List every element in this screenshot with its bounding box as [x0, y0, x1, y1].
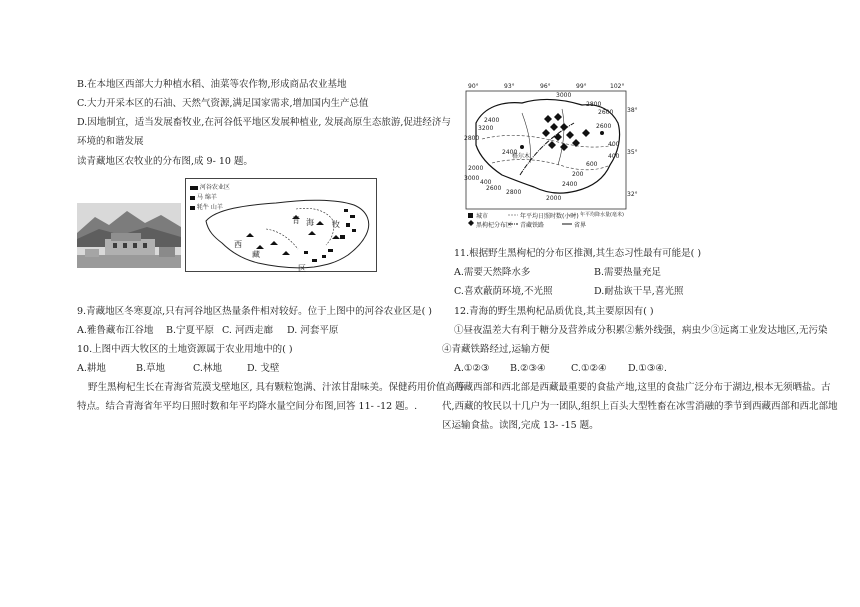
q11-option-a: A.需要天然降水多: [454, 267, 531, 278]
q8-option-b: B.在本地区西部大力种植水稻、油菜等农作物,形成商品农业基地: [77, 79, 347, 90]
map-value-11: 3000: [464, 175, 480, 182]
map-value-2: 2800: [586, 101, 602, 108]
q9-option-d: D. 河套平原: [287, 325, 339, 336]
q10-option-d: D. 戈壁: [247, 363, 280, 374]
question-9: 9.青藏地区冬寒夏凉,只有河谷地区热量条件相对较好。位于上图中的河谷农业区是( ): [77, 306, 433, 317]
map-value-10: 2000: [468, 165, 484, 172]
map-tick-102: 102°: [610, 83, 625, 90]
q12-statements-line1: ①昼夜温差大有利于糖分及营养成分积累②紫外线强，病虫少③远离工业发达地区,无污染: [454, 325, 828, 336]
q8-option-c: C.大力开采本区的石油、天然气资源,满足国家需求,增加国内生产总值: [77, 98, 369, 109]
question-12: 12.青海的野生黑枸杞品质优良,其主要原因有( ): [454, 306, 654, 317]
map-value-14: 2400: [562, 181, 578, 188]
q10-option-b: B.草地: [136, 363, 166, 374]
intro-9-10: 读青藏地区农牧业的分布图,成 9- 10 题。: [77, 156, 253, 167]
map-label-hai: 海: [306, 218, 314, 227]
map-value-1: 3000: [556, 92, 572, 99]
map-legend-precip: 年平均降水量(毫米): [580, 212, 624, 218]
q12-option-c: C.①②④: [571, 363, 607, 374]
tibet-landscape-photo: [77, 203, 181, 268]
q12-option-a: A.①②③: [454, 363, 490, 374]
map-legend-railway: 青藏铁路: [520, 222, 545, 229]
qinghai-tibet-agriculture-map: [185, 178, 377, 272]
q11-option-c: C.喜欢蔽荫环境,不光照: [454, 286, 553, 297]
question-11: 11.根据野生黑枸杞的分布区推测,其生态习性最有可能是( ): [454, 248, 702, 259]
q11-option-d: D.耐盐诙干旱,喜光照: [594, 286, 684, 297]
q12-option-b: B.②③④: [510, 363, 546, 374]
q9-option-b: B.宁夏平原: [166, 325, 215, 336]
map-label-xi: 西: [234, 240, 242, 249]
map-tick-99: 99°: [576, 83, 587, 90]
q8-option-d-line1: D.因地制宜，适当发展畜牧业,在河谷低平地区发展种植业, 发展高原生态旅游,促进经济与: [77, 117, 451, 128]
map-tick-90: 90°: [468, 83, 479, 90]
q12-option-d: D.①③④.: [628, 363, 667, 374]
map-value-13: 2800: [506, 189, 522, 196]
map-tick-93: 93°: [504, 83, 515, 90]
map-value-16: 400: [480, 179, 492, 186]
intro-13-15-line2: 代,西藏的牧民以十几户为一团队,组织上百头大型牲畜在冰雪消融的季节到西藏西部和西北部地: [442, 401, 838, 412]
map-legend-goji: 黑枸杞分布区: [476, 222, 513, 229]
map-value-8: 2800: [464, 135, 480, 142]
map-label-zang: 藏: [252, 250, 260, 259]
map-value-15: 2000: [546, 195, 562, 202]
map-legend-yak-goat: 牦牛 山羊: [190, 202, 223, 211]
map-value-12: 2600: [486, 185, 502, 192]
q11-option-b: B.需要热量充足: [594, 267, 662, 278]
q10-option-a: A.耕地: [77, 363, 106, 374]
map-legend-sunshine: 年平均日照时数(小时): [520, 213, 579, 220]
map-value-9: 2400: [502, 149, 518, 156]
map-city-golmud: 格尔木: [512, 153, 531, 160]
q8-option-d-line2: 环境的和谐发展: [77, 136, 144, 147]
q10-option-c: C.林地: [193, 363, 222, 374]
map-label-qu: 区: [298, 264, 306, 273]
map-tick-32: 32°: [627, 191, 638, 198]
map-value-3: 2600: [598, 109, 614, 116]
q12-statements-line2: ④青藏铁路经过,运输方便: [442, 344, 550, 355]
map-value-19: 400: [608, 153, 620, 160]
map-legend-agri: 河谷农业区: [190, 182, 230, 191]
qinghai-goji-map: [462, 83, 638, 231]
map-legend-horse-goat: 马 绵羊: [190, 192, 217, 201]
map-value-5: 2400: [484, 117, 500, 124]
intro-11-12-line1: 野生黑枸杞生长在青海省荒漠戈壁地区, 具有颗粒饱满、汁浓甘甜味美。保健药用价值高等: [88, 382, 465, 393]
map-label-mu: 牧: [332, 220, 340, 229]
map-label-qing: 青: [292, 216, 300, 225]
intro-11-12-line2: 特点。结合青海省年平均日照时数和年平均降水量空间分布图,回答 11- -12 题。.: [77, 401, 418, 412]
intro-13-15-line3: 区运输食盐。读图,完成 13- -15 题。: [442, 420, 599, 431]
map-value-6: 400: [608, 141, 620, 148]
map-legend-city: 城市: [476, 213, 489, 220]
map-value-7: 2600: [596, 123, 612, 130]
map-value-18: 600: [586, 161, 598, 168]
question-10: 10.上图中西大牧区的土地资源属于农业用地中的( ): [77, 344, 293, 355]
map-value-17: 200: [572, 171, 584, 178]
q9-option-c: C. 河西走廊: [222, 325, 273, 336]
intro-13-15-line1: 西藏西部和西北部是西藏最重要的食盐产地,这里的食盐广泛分布于湖边,根本无须晒盐。古: [454, 382, 831, 393]
map-legend-boundary: 省界: [574, 222, 587, 229]
map-tick-96: 96°: [540, 83, 551, 90]
map-value-4: 3200: [478, 125, 494, 132]
map-tick-35: 35°: [627, 149, 638, 156]
q9-option-a: A.雅鲁藏布江谷地: [77, 325, 154, 336]
map-tick-38: 38°: [627, 107, 638, 114]
